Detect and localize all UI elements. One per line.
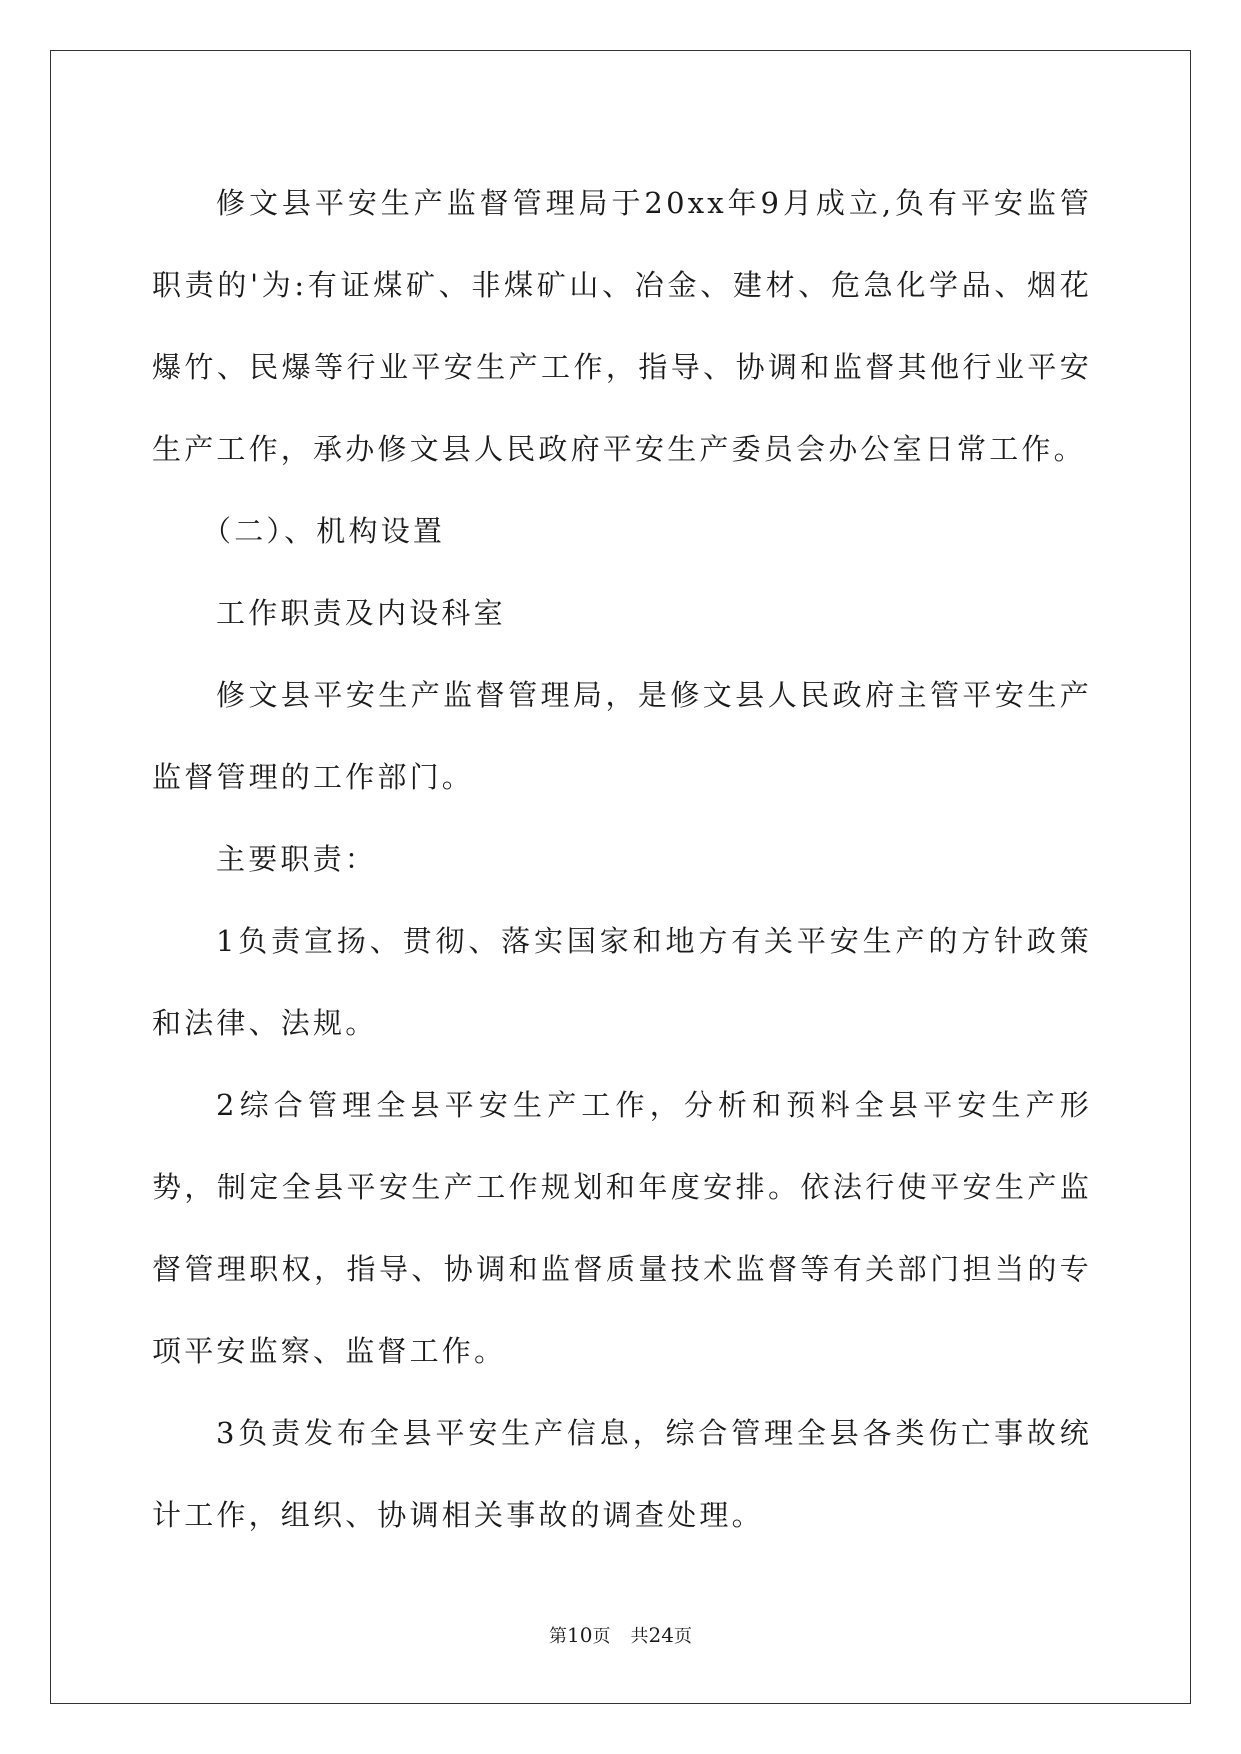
section-heading-organization: （二）、机构设置 <box>202 514 446 548</box>
footer-total-suffix: 页 <box>673 1626 692 1647</box>
footer-total-prefix: 共 <box>630 1626 649 1647</box>
duty-item-3: 3负责发布全县平安生产信息，综合管理全县各类伤亡事故统计工作，组织、协调相关事故的调查处理。 <box>152 1416 1092 1532</box>
footer-total-pages: 24 <box>648 1623 674 1647</box>
footer-page-number: 10 <box>567 1623 593 1647</box>
document-body <box>152 162 1092 1556</box>
page-footer <box>0 1622 1241 1648</box>
subheading-duties-departments: 工作职责及内设科室 <box>216 596 506 630</box>
paragraph-1: 修文县平安生产监督管理局于20xx年9月成立,负有平安监管职责的'为:有证煤矿、非煤矿山、冶金、建材、危急化学品、烟花爆竹、民爆等行业平安生产工作，指导、协调和监督其他行业平安生产工作，承办修文县人民政府平安生产委员会办公室日常工作。 <box>152 186 1092 466</box>
footer-page-prefix: 第 <box>549 1626 568 1647</box>
duty-item-2: 2综合管理全县平安生产工作，分析和预料全县平安生产形势，制定全县平安生产工作规划和年度安排。依法行使平安生产监督管理职权，指导、协调和监督质量技术监督等有关部门担当的专项平安监察、监督工作。 <box>152 1088 1092 1368</box>
paragraph-bureau-description: 修文县平安生产监督管理局，是修文县人民政府主管平安生产监督管理的工作部门。 <box>152 678 1092 794</box>
subheading-main-duties: 主要职责： <box>216 842 378 876</box>
duty-item-1: 1负责宣扬、贯彻、落实国家和地方有关平安生产的方针政策和法律、法规。 <box>152 924 1092 1040</box>
footer-page-suffix: 页 <box>592 1626 611 1647</box>
